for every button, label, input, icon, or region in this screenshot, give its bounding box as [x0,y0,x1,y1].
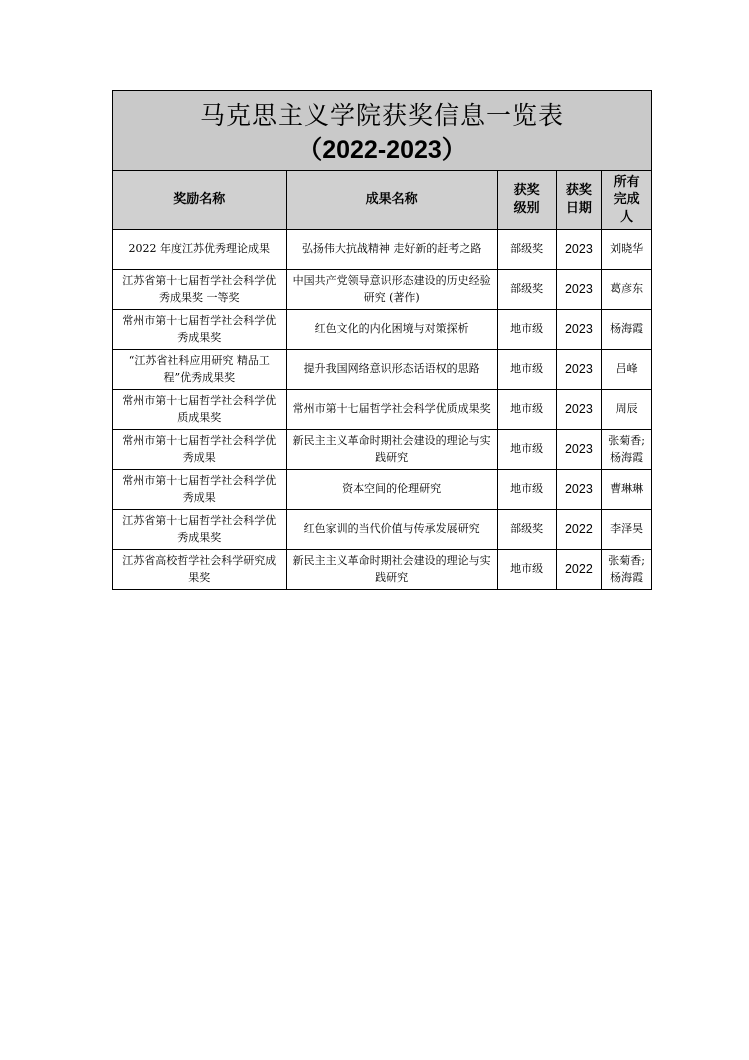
page-title: 马克思主义学院获奖信息一览表 [199,100,564,130]
header-people [602,171,652,230]
table-body [113,230,652,590]
people-cell: 张菊香; 杨海霞 [602,550,652,590]
date-cell: 2023 [556,390,602,430]
date-cell: 2023 [556,230,602,270]
award-cell: 江苏省第十七届哲学社会科学优秀成果奖 一等奖 [113,270,287,310]
table-row [113,270,652,310]
date-cell: 2023 [556,310,602,350]
achievement-cell: 新民主主义革命时期社会建设的理论与实践研究 [286,550,497,590]
header-achievement: 成果名称 [286,171,497,230]
date-cell: 2023 [556,430,602,470]
header-row [113,171,652,230]
date-cell: 2022 [556,510,602,550]
achievement-cell: 红色文化的内化困境与对策探析 [286,310,497,350]
people-cell: 张菊香; 杨海霞 [602,430,652,470]
award-cell: 2022 年度江苏优秀理论成果 [113,230,287,270]
table-row [113,390,652,430]
title-cell [113,91,652,171]
table-row [113,550,652,590]
achievement-cell: 弘扬伟大抗战精神 走好新的赶考之路 [286,230,497,270]
award-cell: 江苏省高校哲学社会科学研究成果奖 [113,550,287,590]
header-award: 奖励名称 [113,171,287,230]
table-row [113,230,652,270]
page-subtitle: （2022-2023） [297,135,467,164]
award-cell: 常州市第十七届哲学社会科学优秀成果奖 [113,310,287,350]
people-cell: 周辰 [602,390,652,430]
header-level [497,171,556,230]
award-cell: 江苏省第十七届哲学社会科学优秀成果奖 [113,510,287,550]
level-cell: 地市级 [497,350,556,390]
header-date-text: 获奖日期 [565,183,592,216]
award-cell: 常州市第十七届哲学社会科学优秀成果 [113,470,287,510]
people-cell: 刘晓华 [602,230,652,270]
level-cell: 部级奖 [497,270,556,310]
award-cell: 常州市第十七届哲学社会科学优质成果奖 [113,390,287,430]
table-row [113,310,652,350]
title-row [113,91,652,171]
people-cell: 葛彦东 [602,270,652,310]
table-row [113,510,652,550]
achievement-cell: 红色家训的当代价值与传承发展研究 [286,510,497,550]
people-cell: 吕峰 [602,350,652,390]
achievement-cell: 提升我国网络意识形态话语权的思路 [286,350,497,390]
people-cell: 曹琳琳 [602,470,652,510]
table-row [113,470,652,510]
level-cell: 地市级 [497,470,556,510]
header-people-text: 所有完成人 [613,174,640,225]
header-date [556,171,602,230]
level-cell: 地市级 [497,310,556,350]
awards-table [112,90,652,590]
table-row [113,430,652,470]
header-level-text: 获奖级别 [513,183,540,216]
table-row [113,350,652,390]
achievement-cell: 资本空间的伦理研究 [286,470,497,510]
achievement-cell: 中国共产党领导意识形态建设的历史经验研究 (著作) [286,270,497,310]
people-cell: 杨海霞 [602,310,652,350]
level-cell: 地市级 [497,550,556,590]
achievement-cell: 新民主主义革命时期社会建设的理论与实践研究 [286,430,497,470]
date-cell: 2022 [556,550,602,590]
award-cell: “江苏省社科应用研究 精品工程”优秀成果奖 [113,350,287,390]
date-cell: 2023 [556,350,602,390]
award-cell: 常州市第十七届哲学社会科学优秀成果 [113,430,287,470]
achievement-cell: 常州市第十七届哲学社会科学优质成果奖 [286,390,497,430]
level-cell: 部级奖 [497,230,556,270]
level-cell: 地市级 [497,430,556,470]
level-cell: 地市级 [497,390,556,430]
date-cell: 2023 [556,470,602,510]
level-cell: 部级奖 [497,510,556,550]
people-cell: 李泽昊 [602,510,652,550]
date-cell: 2023 [556,270,602,310]
